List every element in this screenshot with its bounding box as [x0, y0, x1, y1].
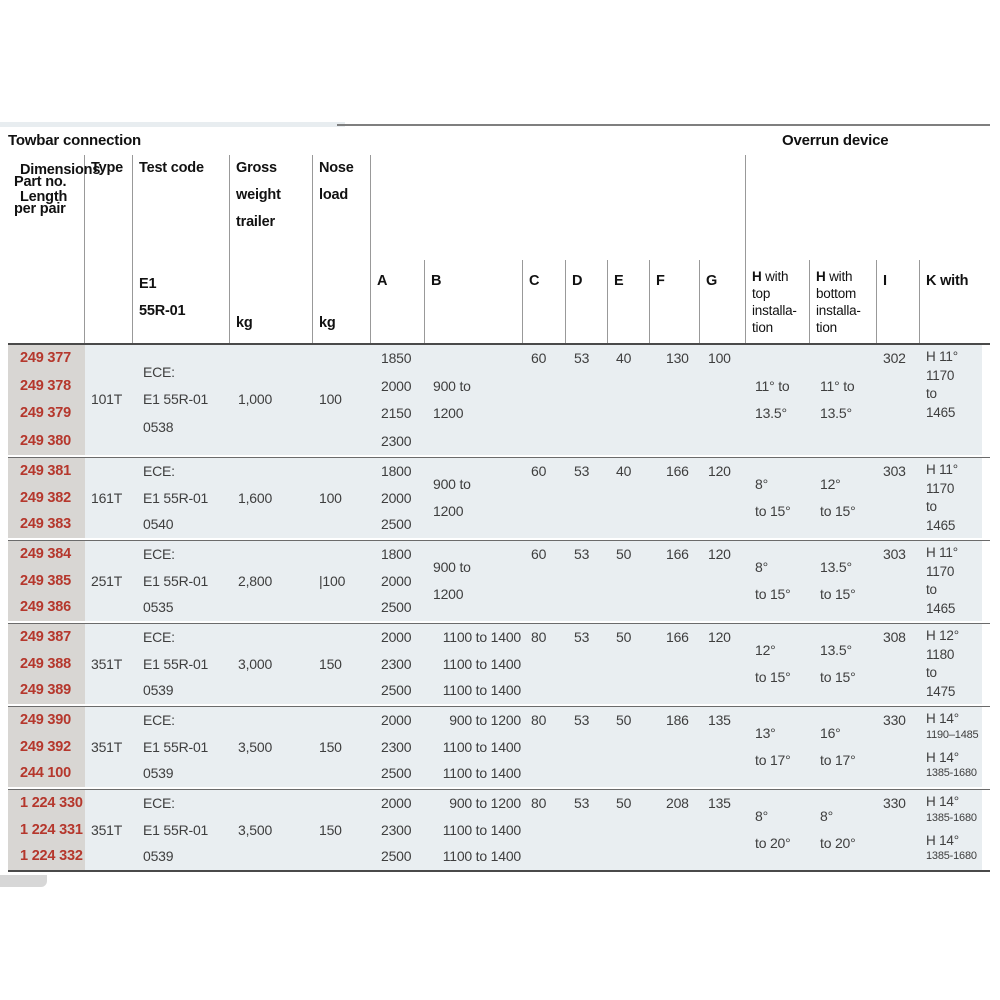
dim-b-cell: 900 to 1200 1100 to 1400 1100 to 1400 — [425, 707, 523, 787]
dim-a-cell: 1800 2000 2500 — [371, 458, 425, 538]
table-group-row — [8, 345, 990, 455]
dim-i-cell: 330 — [877, 790, 920, 870]
col-header-dim-g: G — [706, 273, 718, 289]
h-bottom-angle-cell: 8° to 20° — [810, 790, 877, 870]
dim-a-cell: 2000 2300 2500 — [371, 707, 425, 787]
dim-c-cell: 80 — [523, 624, 566, 704]
nose-load-cell: 150 — [313, 624, 371, 704]
dim-g-cell: 135 — [700, 790, 745, 870]
dim-f-cell: 130 — [650, 345, 700, 455]
dim-g-cell: 120 — [700, 624, 745, 704]
dim-g-cell: 120 — [700, 458, 745, 538]
table-header — [8, 155, 990, 345]
h-top-angle-cell: 13° to 17° — [745, 707, 810, 787]
dim-f-cell: 166 — [650, 624, 700, 704]
col-header-dim-b: B — [425, 155, 523, 343]
dim-a-cell: 1800 2000 2500 — [371, 541, 425, 621]
table-group-row — [8, 789, 990, 870]
test-code-cell: ECE: E1 55R-01 0535 — [133, 541, 230, 621]
k-with-cell: H 12° 1180 to 1475 — [920, 624, 982, 704]
section-divider-line — [337, 124, 990, 126]
dim-f-cell: 186 — [650, 707, 700, 787]
dim-b-cell: 900 to 1200 — [425, 458, 523, 538]
k-with-cell: H 11° 1170 to 1465 — [920, 345, 982, 455]
dim-d-cell: 53 — [566, 345, 608, 455]
dimensions-length-label: Dimensions Length — [20, 162, 101, 205]
dim-d-cell: 53 — [566, 707, 608, 787]
gross-weight-cell: 2,800 — [230, 541, 313, 621]
part-number-cell: 249 390 249 392 244 100 — [8, 707, 85, 787]
dim-b-cell: 900 to 1200 — [425, 541, 523, 621]
gross-weight-cell: 3,500 — [230, 707, 313, 787]
type-cell: 351T — [85, 624, 133, 704]
k-with-cell: H 11° 1170 to 1465 — [920, 541, 982, 621]
col-header-dim-a: Dimensions Length A — [371, 155, 425, 343]
gross-weight-cell: 1,600 — [230, 458, 313, 538]
dim-i-cell: 302 — [877, 345, 920, 455]
h-bottom-angle-cell: 13.5° to 15° — [810, 624, 877, 704]
dim-e-cell: 40 — [608, 458, 650, 538]
h-bottom-angle-cell: 13.5° to 15° — [810, 541, 877, 621]
dim-d-cell: 53 — [566, 458, 608, 538]
dim-c-cell: 60 — [523, 458, 566, 538]
test-code-header-label: Test code — [139, 160, 204, 176]
dim-c-cell: 80 — [523, 790, 566, 870]
col-header-nose-load — [313, 155, 371, 343]
col-header-gross-weight — [230, 155, 313, 343]
dim-i-cell: 308 — [877, 624, 920, 704]
nose-load-cell: |100 — [313, 541, 371, 621]
dim-a-cell: 2000 2300 2500 — [371, 790, 425, 870]
dim-d-cell: 53 — [566, 624, 608, 704]
gross-header-line: Gross — [236, 160, 277, 176]
table-body — [8, 345, 990, 872]
dim-c-cell: 80 — [523, 707, 566, 787]
gross-weight-cell: 3,500 — [230, 790, 313, 870]
dim-c-cell: 60 — [523, 541, 566, 621]
part-number-cell: 1 224 330 1 224 331 1 224 332 — [8, 790, 85, 870]
dim-i-cell: 330 — [877, 707, 920, 787]
test-code-55r01: 55R-01 — [139, 303, 186, 319]
nose-load-cell: 150 — [313, 707, 371, 787]
k-with-cell: H 14° 1190–1485 H 14° 1385-1680 — [920, 707, 982, 787]
dim-e-cell: 50 — [608, 541, 650, 621]
gross-weight-cell: 1,000 — [230, 345, 313, 455]
section-title-overrun-device: Overrun device — [782, 132, 889, 149]
type-cell: 161T — [85, 458, 133, 538]
dim-b-cell: 1100 to 1400 1100 to 1400 1100 to 1400 — [425, 624, 523, 704]
dim-g-cell: 120 — [700, 541, 745, 621]
gross-header-line: weight — [236, 187, 281, 203]
type-header-label: Type — [91, 160, 123, 176]
part-number-cell: 249 377 249 378 249 379 249 380 — [8, 345, 85, 455]
col-header-dim-c: C — [523, 155, 566, 343]
part-no-header-line: per pair — [14, 201, 66, 217]
table-group-row — [8, 623, 990, 704]
nose-load-cell: 100 — [313, 458, 371, 538]
h-top-angle-cell: 11° to 13.5° — [745, 345, 810, 455]
col-header-dim-d: D — [566, 155, 608, 343]
table-group-row — [8, 457, 990, 538]
col-header-h-top-installation: H with top installa- tion — [745, 155, 810, 343]
dim-e-cell: 50 — [608, 624, 650, 704]
dim-f-cell: 166 — [650, 458, 700, 538]
dim-a-cell: 2000 2300 2500 — [371, 624, 425, 704]
dim-d-cell: 53 — [566, 790, 608, 870]
nose-header-line: load — [319, 187, 349, 203]
dim-g-cell: 135 — [700, 707, 745, 787]
test-code-cell: ECE: E1 55R-01 0539 — [133, 624, 230, 704]
test-code-cell: ECE: E1 55R-01 0540 — [133, 458, 230, 538]
col-header-h-bottom-installation: H with bottom installa- tion — [810, 155, 877, 343]
h-bottom-angle-cell: 11° to 13.5° — [810, 345, 877, 455]
dim-b-cell: 900 to 1200 — [425, 345, 523, 455]
type-cell: 351T — [85, 790, 133, 870]
page-corner-tab — [0, 875, 47, 887]
type-cell: 351T — [85, 707, 133, 787]
parts-table — [8, 155, 990, 872]
gross-unit-kg: kg — [236, 315, 253, 331]
h-top-angle-cell: 8° to 15° — [745, 541, 810, 621]
type-cell: 101T — [85, 345, 133, 455]
dim-f-cell: 166 — [650, 541, 700, 621]
nose-header-line: Nose — [319, 160, 354, 176]
test-code-cell: ECE: E1 55R-01 0539 — [133, 707, 230, 787]
dim-i-cell: 303 — [877, 541, 920, 621]
h-top-angle-cell: 12° to 15° — [745, 624, 810, 704]
table-group-row — [8, 706, 990, 787]
h-bottom-angle-cell: 16° to 17° — [810, 707, 877, 787]
gross-header-line: trailer — [236, 214, 275, 230]
nose-unit-kg: kg — [319, 315, 336, 331]
nose-load-cell: 100 — [313, 345, 371, 455]
dim-e-cell: 50 — [608, 790, 650, 870]
dim-d-cell: 53 — [566, 541, 608, 621]
dim-e-cell: 50 — [608, 707, 650, 787]
dim-g-cell: 100 — [700, 345, 745, 455]
dim-a-cell: 1850 2000 2150 2300 — [371, 345, 425, 455]
dim-f-cell: 208 — [650, 790, 700, 870]
part-no-header-line: Part no. — [14, 174, 67, 190]
dim-i-cell: 303 — [877, 458, 920, 538]
nose-load-cell: 150 — [313, 790, 371, 870]
dim-b-cell: 900 to 1200 1100 to 1400 1100 to 1400 — [425, 790, 523, 870]
type-cell: 251T — [85, 541, 133, 621]
part-number-cell: 249 387 249 388 249 389 — [8, 624, 85, 704]
col-header-test-code — [133, 155, 230, 343]
h-top-angle-cell: 8° to 15° — [745, 458, 810, 538]
col-header-dim-e: E — [608, 155, 650, 343]
test-code-cell: ECE: E1 55R-01 0539 — [133, 790, 230, 870]
h-bottom-angle-cell: 12° to 15° — [810, 458, 877, 538]
section-title-towbar-connection: Towbar connection — [8, 132, 141, 149]
test-code-cell: ECE: E1 55R-01 0538 — [133, 345, 230, 455]
h-top-angle-cell: 8° to 20° — [745, 790, 810, 870]
k-with-cell: H 11° 1170 to 1465 — [920, 458, 982, 538]
top-accent-band — [0, 122, 345, 127]
part-number-cell: 249 381 249 382 249 383 — [8, 458, 85, 538]
col-header-dim-f: F — [650, 155, 700, 343]
part-number-cell: 249 384 249 385 249 386 — [8, 541, 85, 621]
col-header-i: I — [877, 155, 920, 343]
dim-e-cell: 40 — [608, 345, 650, 455]
dim-c-cell: 60 — [523, 345, 566, 455]
col-header-k-with: K with — [926, 273, 969, 289]
gross-weight-cell: 3,000 — [230, 624, 313, 704]
test-code-e1: E1 — [139, 276, 157, 292]
k-with-cell: H 14° 1385-1680 H 14° 1385-1680 — [920, 790, 982, 870]
table-group-row — [8, 540, 990, 621]
